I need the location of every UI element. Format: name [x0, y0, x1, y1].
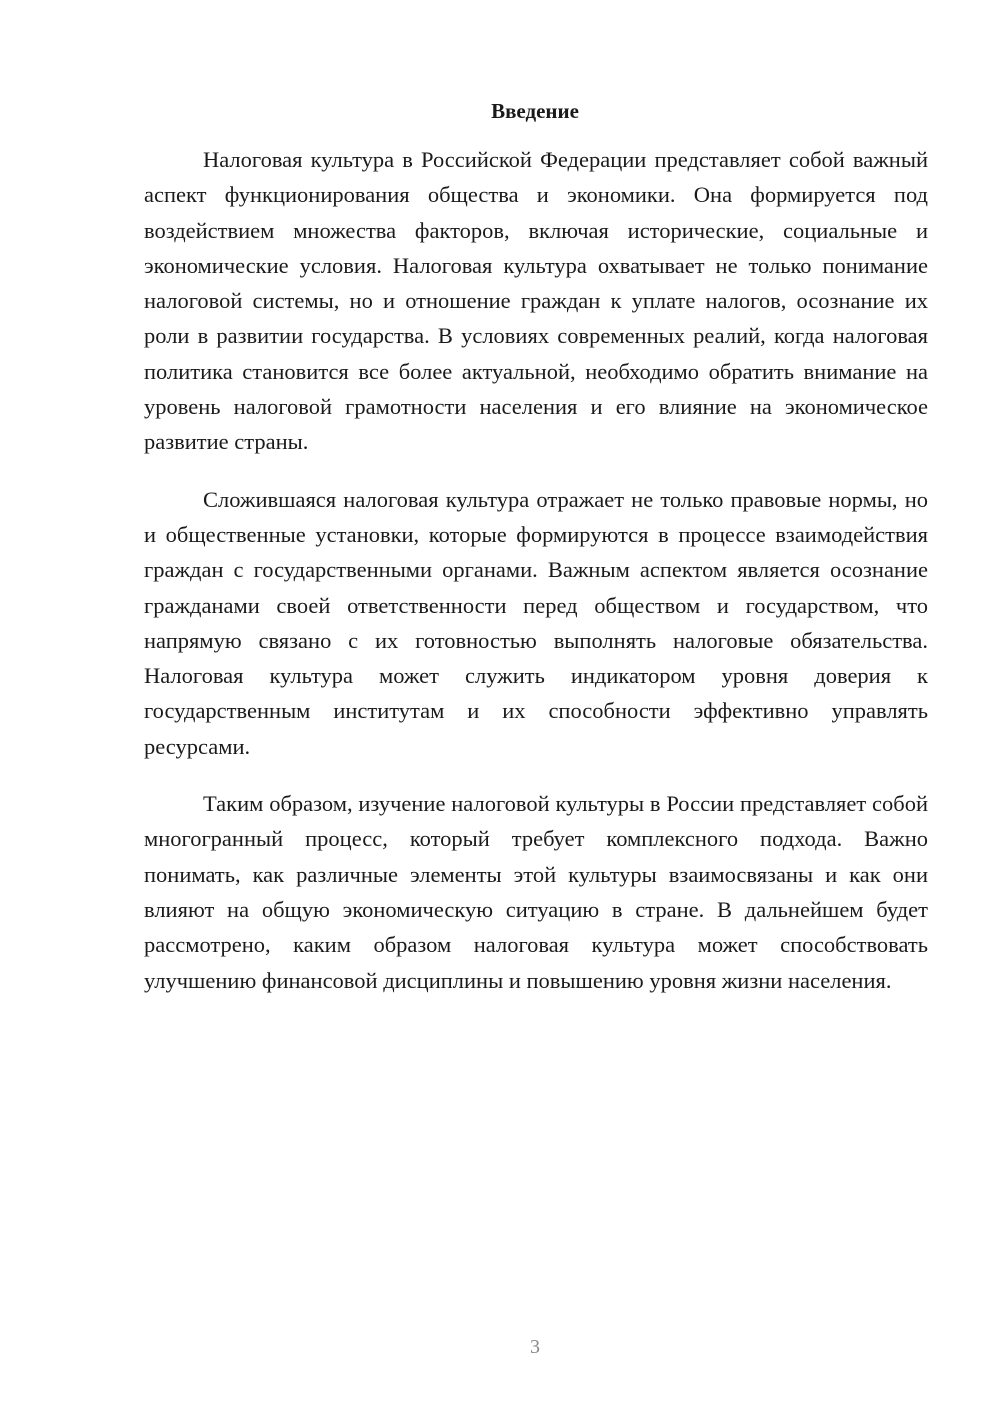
paragraph-2: Сложившаяся налоговая культура отражает не только правовые нормы, но и общественные установки, которые формируются в процессе взаимодействия граждан с государственными органами. Важным аспектом является осознание гражданами своей ответственности перед обществом и государством, что напрямую связано с их готовностью выполнять налоговые обязательства. Налоговая культура может служить индикатором уровня доверия к государственным институтам и их способности эффективно управлять ресурсами.: [144, 486, 928, 759]
section-heading: Введение: [491, 99, 579, 123]
paragraph-3: Таким образом, изучение налоговой культуры в России представляет собой многогранный процесс, который требует комплексного подхода. Важно понимать, как различные элементы этой культуры взаимосвязаны и как они влияют на общую экономическую ситуацию в стране. В дальнейшем будет рассмотрено, каким образом налоговая культура может способствовать улучшению финансовой дисциплины и повышению уровня жизни населения.: [144, 791, 928, 993]
body-text: [144, 142, 928, 1020]
page-number: 3: [530, 1336, 540, 1358]
paragraph-1: Налоговая культура в Российской Федерации представляет собой важный аспект функционирования общества и экономики. Она формируется под воздействием множества факторов, включая исторические, социальные и экономические условия. Налоговая культура охватывает не только понимание налоговой системы, но и отношение граждан к уплате налогов, осознание их роли в развитии государства. В условиях современных реалий, когда налоговая политика становится все более актуальной, необходимо обратить внимание на уровень налоговой грамотности населения и его влияние на экономическое развитие страны.: [144, 147, 928, 455]
